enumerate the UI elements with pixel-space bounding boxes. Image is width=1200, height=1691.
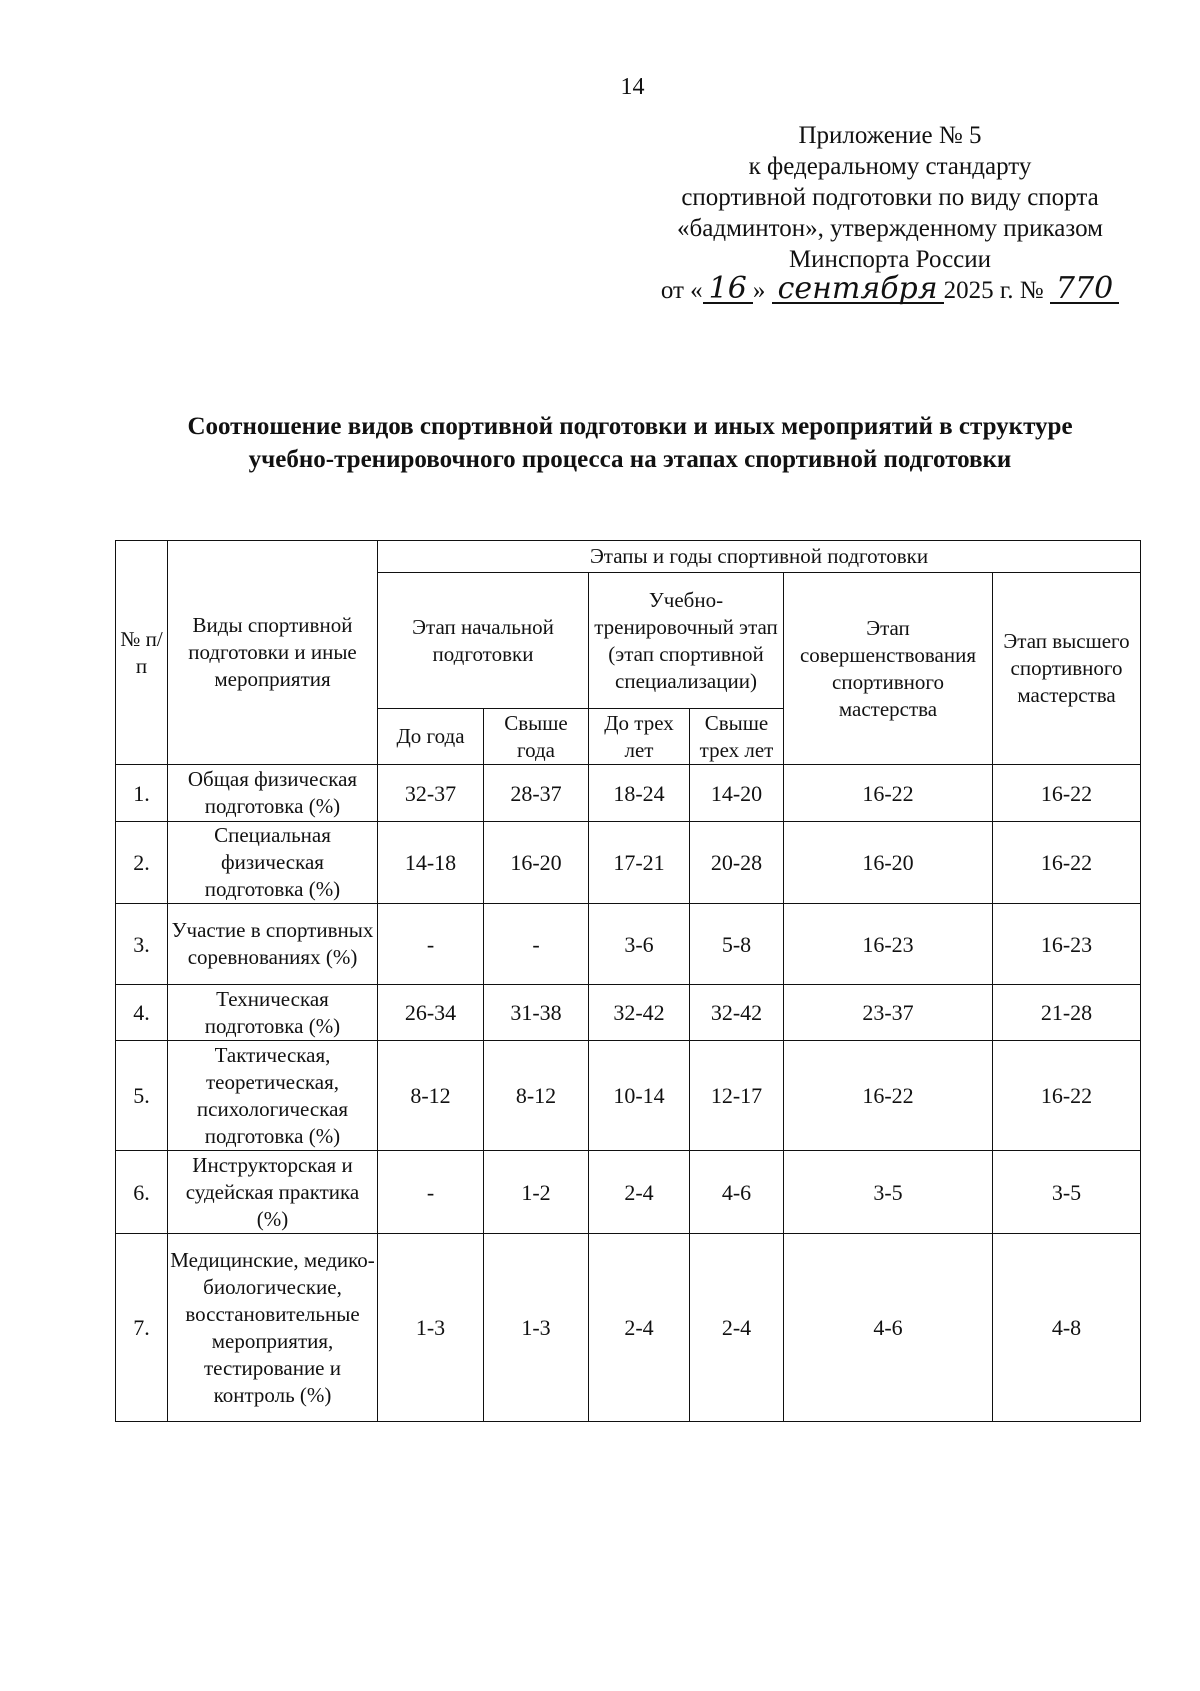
header-stage-highest: Этап высшего спортивного мастерства (993, 573, 1141, 765)
order-number-handwritten: 770 (1050, 276, 1119, 304)
page-number: 14 (620, 74, 645, 100)
header-row-1 (116, 541, 1141, 573)
appendix-line-ministry: Минспорта России (788, 246, 992, 273)
row-value: 20-28 (690, 822, 784, 904)
row-value: 16-22 (784, 765, 993, 822)
appendix-block (640, 120, 1140, 306)
row-value: 3-5 (993, 1151, 1141, 1234)
row-value: 2-4 (690, 1234, 784, 1422)
header-over-year: Свыше года (484, 709, 589, 765)
appendix-line-order: «бадминтон», утвержденному приказом (677, 215, 1103, 242)
header-up-to-three-years: До трех лет (589, 709, 690, 765)
row-value: 32-37 (378, 765, 484, 822)
row-value: 1-2 (484, 1151, 589, 1234)
order-date-line (640, 271, 1140, 306)
row-value: 8-12 (378, 1041, 484, 1151)
row-value: 14-18 (378, 822, 484, 904)
row-value: 18-24 (589, 765, 690, 822)
header-stage-training: Учебно-тренировочный этап (этап спортивной специализации) (589, 573, 784, 709)
row-number: 7. (116, 1234, 168, 1422)
row-name: Специальная физическая подготовка (%) (168, 822, 378, 904)
header-over-three-years: Свыше трех лет (690, 709, 784, 765)
training-ratio-table (115, 540, 1141, 1422)
header-stages: Этапы и годы спортивной подготовки (378, 541, 1141, 573)
title-line-1: Соотношение видов спортивной подготовки и иных мероприятий в структуре (187, 413, 1073, 440)
row-name: Медицинские, медико-биологические, восстановительные мероприятия, тестирование и контроль (%) (168, 1234, 378, 1422)
row-value: 17-21 (589, 822, 690, 904)
row-name: Инструкторская и судейская практика (%) (168, 1151, 378, 1234)
row-value: 5-8 (690, 904, 784, 985)
row-value: 2-4 (589, 1151, 690, 1234)
row-value: 12-17 (690, 1041, 784, 1151)
row-value: 16-22 (993, 1041, 1141, 1151)
row-value: 32-42 (690, 985, 784, 1041)
row-number: 6. (116, 1151, 168, 1234)
date-year: 2025 г. № (943, 277, 1044, 304)
table-row (116, 822, 1141, 904)
row-name: Участие в спортивных соревнованиях (%) (168, 904, 378, 985)
row-name: Тактическая, теоретическая, психологическая подготовка (%) (168, 1041, 378, 1151)
row-value: 10-14 (589, 1041, 690, 1151)
row-value: 16-22 (993, 822, 1141, 904)
table-row (116, 904, 1141, 985)
row-value: 26-34 (378, 985, 484, 1041)
appendix-title: Приложение № 5 (798, 122, 982, 149)
date-mid: » (752, 277, 766, 304)
title-line-2: учебно-тренировочного процесса на этапах спортивной подготовки (248, 446, 1012, 473)
date-month-handwritten: сентября (772, 276, 944, 304)
row-value: - (484, 904, 589, 985)
row-value: 31-38 (484, 985, 589, 1041)
row-number: 1. (116, 765, 168, 822)
row-value: 16-20 (484, 822, 589, 904)
table-body (116, 765, 1141, 1422)
date-prefix: от « (660, 277, 703, 304)
table-row (116, 765, 1141, 822)
row-value: 32-42 (589, 985, 690, 1041)
row-name: Техническая подготовка (%) (168, 985, 378, 1041)
row-value: 16-22 (993, 765, 1141, 822)
row-number: 2. (116, 822, 168, 904)
row-number: 3. (116, 904, 168, 985)
row-value: 4-6 (690, 1151, 784, 1234)
document-title (110, 410, 1150, 476)
row-value: 2-4 (589, 1234, 690, 1422)
row-value: 21-28 (993, 985, 1141, 1041)
row-value: 16-23 (993, 904, 1141, 985)
row-value: 1-3 (378, 1234, 484, 1422)
row-value: 4-6 (784, 1234, 993, 1422)
row-number: 5. (116, 1041, 168, 1151)
header-up-to-year: До года (378, 709, 484, 765)
table-row (116, 985, 1141, 1041)
row-value: 1-3 (484, 1234, 589, 1422)
row-value: - (378, 904, 484, 985)
row-value: 3-6 (589, 904, 690, 985)
row-value: - (378, 1151, 484, 1234)
row-value: 23-37 (784, 985, 993, 1041)
row-value: 28-37 (484, 765, 589, 822)
header-kinds: Виды спортивной подготовки и иные мероприятия (168, 541, 378, 765)
header-num: № п/п (116, 541, 168, 765)
row-value: 16-20 (784, 822, 993, 904)
row-number: 4. (116, 985, 168, 1041)
table-row (116, 1234, 1141, 1422)
row-value: 4-8 (993, 1234, 1141, 1422)
table-row (116, 1151, 1141, 1234)
row-value: 8-12 (484, 1041, 589, 1151)
row-value: 14-20 (690, 765, 784, 822)
row-name: Общая физическая подготовка (%) (168, 765, 378, 822)
appendix-line-standard: к федеральному стандарту (748, 153, 1032, 180)
table-row (116, 1041, 1141, 1151)
header-stage-improvement: Этап совершенствования спортивного мастерства (784, 573, 993, 765)
date-day-handwritten: 16 (703, 276, 753, 304)
appendix-line-sport: спортивной подготовки по виду спорта (681, 184, 1099, 211)
row-value: 3-5 (784, 1151, 993, 1234)
row-value: 16-23 (784, 904, 993, 985)
header-stage-initial: Этап начальной подготовки (378, 573, 589, 709)
row-value: 16-22 (784, 1041, 993, 1151)
